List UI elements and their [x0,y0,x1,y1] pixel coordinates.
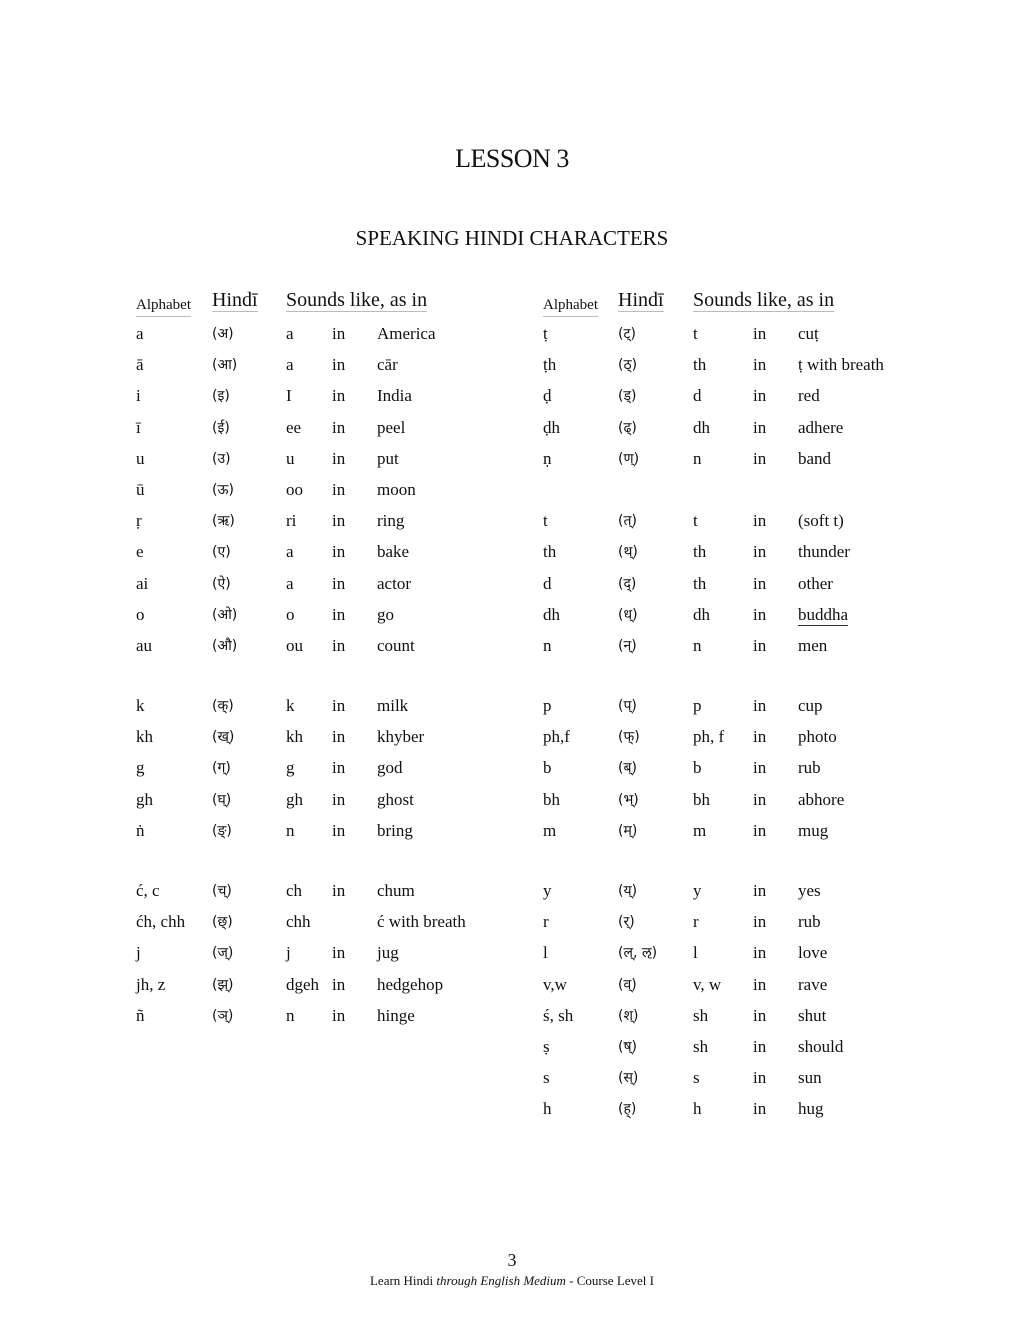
alphabet-cell: ćh, chh [136,912,186,932]
hindi-cell: (ऐ) [212,575,231,592]
example-cell: America [377,324,436,343]
alphabet-cell: ṣ [543,1036,550,1056]
hindi-cell: (ओ) [212,606,238,623]
sound-cell: y [693,881,702,900]
in-cell: in [332,324,346,343]
sound-cell: a [286,324,294,343]
table-row [136,758,536,789]
example-cell: men [798,635,828,655]
sound-cell: bh [693,789,710,809]
table-row [543,790,943,821]
alphabet-cell: ḍ [543,386,552,406]
alphabet-cell: m [543,820,557,840]
table-row [543,355,943,386]
table-row [543,324,943,355]
hindi-cell: (ग्) [212,760,231,777]
example-cell: moon [377,479,416,499]
hindi-cell: (न्) [618,637,637,654]
sound-cell: ee [286,417,302,437]
sound-cell: sh [693,1036,709,1056]
table-row [543,1068,943,1099]
example-cell: khyber [377,727,425,747]
hindi-cell: (ढ्) [618,419,637,436]
in-cell: in [753,448,767,468]
page-number: 3 [507,1250,517,1270]
table-row [136,511,536,542]
example-cell: (soft t) [798,511,844,531]
in-cell: in [332,573,346,593]
hindi-cell: (इ) [212,388,230,405]
in-cell: in [753,943,767,963]
sound-cell: t [693,511,698,531]
alphabet-cell: p [543,696,552,716]
example-cell: jug [377,943,399,963]
example-cell: ć with breath [377,912,466,932]
hindi-cell: (औ) [212,637,238,654]
alphabet-cell: r [543,912,549,932]
header-alphabet: Alphabet [136,295,191,317]
table-header [543,290,943,324]
sound-cell: th [693,542,707,562]
table-row [543,881,943,912]
sound-cell: th [693,573,707,593]
alphabet-cell: dh [543,604,560,624]
in-cell: in [332,542,346,562]
in-cell: in [753,758,767,778]
alphabet-cell: ṅ [136,820,145,840]
hindi-cell: (झ्) [212,976,234,993]
sound-cell: s [693,1068,700,1088]
in-cell: in [753,727,767,747]
sound-cell: n [286,1005,295,1025]
table-row [543,1006,943,1037]
table-row [136,727,536,758]
table-row [136,881,536,912]
table-row [136,821,536,852]
table-row [136,418,536,449]
table-row [136,696,536,727]
table-row [136,605,536,636]
table-row [543,943,943,974]
hindi-cell: (ब्) [618,760,637,777]
vowels-consonants-table-left [136,290,536,1037]
row-spacer [543,480,943,511]
alphabet-cell: ṭ [543,324,548,343]
in-cell: in [332,479,346,499]
alphabet-cell: gh [136,789,153,809]
example-cell: cuṭ [798,324,819,343]
example-cell: chum [377,881,415,900]
example-cell: ghost [377,789,414,809]
header-hindi: Hindī [212,289,258,311]
table-row [543,574,943,605]
page-subtitle: SPEAKING HINDI CHARACTERS [355,226,669,250]
sound-cell: p [693,696,702,716]
table-row [543,449,943,480]
table-header [136,290,536,324]
alphabet-cell: e [136,542,144,562]
in-cell: in [753,881,767,900]
alphabet-cell: i [136,386,141,406]
alphabet-cell: g [136,758,145,778]
alphabet-cell: au [136,635,153,655]
hindi-cell: (ष्) [618,1038,638,1055]
sound-cell: oo [286,479,303,499]
in-cell: in [753,1036,767,1056]
in-cell: in [332,696,346,716]
example-cell: yes [798,881,821,900]
alphabet-cell: jh, z [136,974,166,994]
hindi-cell: (ञ्) [212,1007,234,1024]
example-cell: bring [377,820,413,840]
alphabet-cell: bh [543,789,560,809]
table-row [136,386,536,417]
header-sounds-like: Sounds like, as in [693,289,835,311]
hindi-cell: (य्) [618,883,638,899]
hindi-cell: (र्) [618,914,635,931]
alphabet-cell: a [136,324,144,343]
hindi-cell: (च्) [212,883,232,899]
example-cell: go [377,604,394,624]
in-cell: in [332,448,346,468]
table-row [136,636,536,667]
in-cell: in [753,1005,767,1025]
hindi-cell: (ण्) [618,450,640,467]
table-row [543,1037,943,1068]
hindi-cell: (स्) [618,1070,639,1087]
table-row [136,574,536,605]
sound-cell: r [693,912,699,932]
in-cell: in [332,635,346,655]
example-cell: hinge [377,1005,415,1025]
example-cell: hug [798,1099,824,1119]
hindi-cell: (ध्) [618,606,638,623]
alphabet-cell: s [543,1068,550,1088]
hindi-cell: (ऋ) [212,513,235,530]
hindi-cell: (ड्) [618,388,637,405]
example-cell: god [377,758,403,778]
hindi-cell: (म्) [618,822,638,839]
row-spacer [136,852,536,881]
table-row [543,1099,943,1130]
table-row [136,943,536,974]
alphabet-cell: ṇ [543,448,552,468]
table-row [543,542,943,573]
example-cell: rub [798,758,821,778]
hindi-cell: (द्) [618,575,637,592]
in-cell: in [753,635,767,655]
alphabet-cell: ñ [136,1005,145,1025]
sound-cell: dh [693,604,710,624]
alphabet-cell: n [543,635,552,655]
sound-cell: n [693,448,702,468]
sound-cell: g [286,758,295,778]
consonants-table-right [543,290,943,1131]
example-cell: adhere [798,417,844,437]
hindi-cell: (घ्) [212,791,232,808]
hindi-cell: (ट्) [618,326,636,342]
example-cell: peel [377,417,406,437]
in-cell: in [753,417,767,437]
sound-cell: ph, f [693,727,725,747]
table-row [543,975,943,1006]
sound-cell: a [286,355,294,375]
table-row [136,790,536,821]
in-cell: in [332,386,346,406]
row-spacer [543,852,943,881]
alphabet-cell: o [136,604,145,624]
table-row [136,1006,536,1037]
in-cell: in [753,1068,767,1088]
example-cell: shut [798,1005,827,1025]
in-cell: in [753,1099,767,1119]
hindi-cell: (श्) [618,1007,639,1024]
sound-cell: n [693,635,702,655]
row-spacer [136,667,536,696]
sound-cell: t [693,324,698,343]
sound-cell: chh [286,912,311,932]
example-cell: ṭ with breath [798,355,884,375]
in-cell: in [753,789,767,809]
alphabet-cell: u [136,448,145,468]
alphabet-cell: k [136,696,145,716]
table-row [136,975,536,1006]
table-row [136,912,536,943]
hindi-cell: (ऊ) [212,481,234,498]
example-cell: abhore [798,789,845,809]
table-row [543,758,943,789]
table-row [543,605,943,636]
sound-cell: ri [286,511,297,531]
table-row [136,480,536,511]
page-footer [0,1273,1024,1289]
sound-cell: o [286,604,295,624]
table-row [136,449,536,480]
example-cell: India [377,386,412,406]
table-row [543,727,943,758]
in-cell: in [332,758,346,778]
table-row [543,696,943,727]
hindi-cell: (ल्, ऌ) [618,945,658,962]
example-cell: band [798,448,832,468]
table-row [543,418,943,449]
sound-cell: a [286,573,294,593]
in-cell: in [332,511,346,531]
sound-cell: dgeh [286,974,320,994]
example-cell: thunder [798,542,850,562]
in-cell: in [753,573,767,593]
in-cell: in [332,820,346,840]
hindi-cell: (ठ्) [618,357,638,374]
hindi-cell: (ई) [212,419,230,436]
in-cell: in [753,604,767,624]
example-cell: sun [798,1068,822,1088]
hindi-cell: (भ्) [618,791,639,808]
example-cell: mug [798,820,829,840]
in-cell: in [753,511,767,531]
hindi-cell: (थ्) [618,544,638,561]
hindi-cell: (आ) [212,357,238,374]
hindi-cell: (फ्) [618,729,640,746]
hindi-cell: (छ्) [212,914,233,931]
example-cell: milk [377,696,409,716]
sound-cell: a [286,542,294,562]
sound-cell: dh [693,417,710,437]
example-cell: bake [377,542,410,562]
table-row [136,542,536,573]
footer-text-italic: through English Medium [436,1273,566,1288]
in-cell: in [332,881,346,900]
header-alphabet: Alphabet [543,295,598,317]
sound-cell: b [693,758,702,778]
alphabet-cell: th [543,542,557,562]
in-cell: in [332,1005,346,1025]
example-cell: other [798,573,833,593]
alphabet-cell: ai [136,573,149,593]
alphabet-cell: y [543,881,552,900]
sound-cell: gh [286,789,303,809]
example-cell: rub [798,912,821,932]
alphabet-cell: ṛ [136,511,142,531]
alphabet-cell: j [136,943,141,963]
in-cell: in [753,386,767,406]
hindi-cell: (ज्) [212,945,234,962]
hindi-cell: (अ) [212,326,234,342]
in-cell: in [753,324,767,343]
alphabet-cell: b [543,758,552,778]
sound-cell: ou [286,635,303,655]
example-cell: buddha [798,604,849,624]
footer-text-start: Learn Hindi [369,1273,437,1288]
in-cell: in [753,696,767,716]
hindi-cell: (ह्) [618,1101,637,1118]
in-cell: in [332,727,346,747]
alphabet-cell: kh [136,727,153,747]
sound-cell: sh [693,1005,709,1025]
sound-cell: d [693,386,702,406]
alphabet-cell: h [543,1099,552,1119]
alphabet-cell: ś, sh [543,1005,574,1025]
in-cell: in [332,943,346,963]
sound-cell: l [693,943,698,963]
sound-cell: j [286,943,291,963]
example-cell: actor [377,573,411,593]
sound-cell: m [693,820,707,840]
example-cell: put [377,448,399,468]
alphabet-cell: d [543,573,552,593]
sound-cell: kh [286,727,303,747]
in-cell: in [332,974,346,994]
page-title: LESSON 3 [455,144,569,173]
table-row [543,511,943,542]
hindi-cell: (उ) [212,450,231,467]
sound-cell: k [286,696,295,716]
table-row [136,355,536,386]
in-cell: in [753,355,767,375]
alphabet-cell: t [543,511,548,531]
hindi-cell: (प्) [618,698,637,715]
alphabet-cell: ć, c [136,881,160,900]
in-cell: in [753,974,767,994]
alphabet-cell: v,w [543,974,567,994]
sound-cell: th [693,355,707,375]
sound-cell: u [286,448,295,468]
sound-cell: ch [286,881,303,900]
table-row [543,386,943,417]
example-cell: cup [798,696,823,716]
hindi-cell: (ङ्) [212,822,232,839]
alphabet-cell: l [543,943,548,963]
alphabet-cell: ā [136,355,144,375]
sound-cell: h [693,1099,702,1119]
row-spacer [543,667,943,696]
alphabet-cell: ū [136,479,145,499]
in-cell: in [332,604,346,624]
hindi-cell: (ख्) [212,729,235,746]
sound-cell: v, w [693,974,722,994]
table-row [543,912,943,943]
example-cell: red [798,386,820,406]
example-cell: should [798,1036,844,1056]
hindi-cell: (त्) [618,513,637,530]
table-row [543,821,943,852]
in-cell: in [753,820,767,840]
alphabet-cell: ḍh [543,417,560,437]
in-cell: in [332,355,346,375]
table-row [543,636,943,667]
sound-cell: n [286,820,295,840]
in-cell: in [753,542,767,562]
hindi-cell: (क्) [212,698,234,715]
in-cell: in [332,417,346,437]
alphabet-cell: ph,f [543,727,570,747]
example-cell: hedgehop [377,974,444,994]
hindi-cell: (ए) [212,544,231,561]
example-cell: count [377,635,415,655]
in-cell: in [753,912,767,932]
example-cell: photo [798,727,837,747]
hindi-cell: (व्) [618,976,637,993]
header-hindi: Hindī [618,289,664,311]
example-cell: love [798,943,828,963]
footer-text-end: - Course Level I [565,1273,655,1288]
header-sounds-like: Sounds like, as in [286,289,428,311]
alphabet-cell: ī [136,417,141,437]
alphabet-cell: ṭh [543,355,557,375]
example-cell: ring [377,511,405,531]
sound-cell: I [286,386,292,406]
example-cell: cār [377,355,398,375]
example-cell: rave [798,974,828,994]
in-cell: in [332,789,346,809]
table-row [136,324,536,355]
